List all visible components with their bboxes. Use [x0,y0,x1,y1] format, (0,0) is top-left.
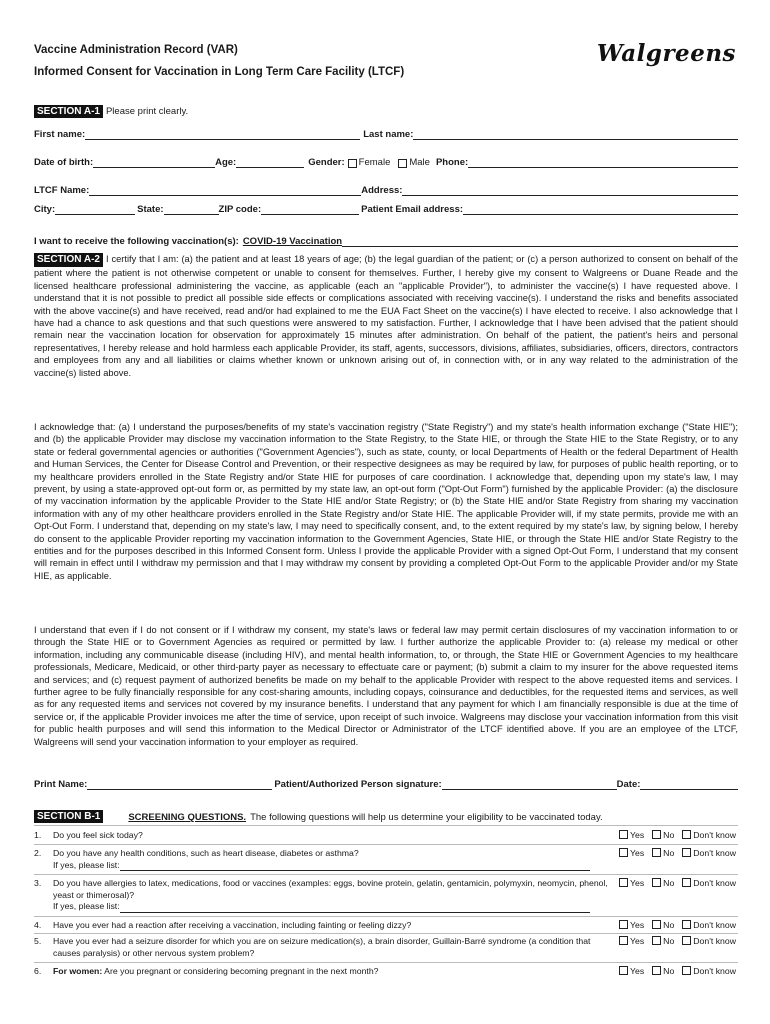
no-checkbox[interactable] [652,966,661,975]
question-body [53,878,613,913]
dob-field[interactable] [93,157,215,168]
divider [34,933,738,934]
dont-know-label: Don't know [693,878,736,888]
no-label: No [663,936,675,946]
section-a1-instruction: Please print clearly. [105,106,189,117]
form-subtitle: Informed Consent for Vaccination in Long Term Care Facility (LTCF) [34,66,405,78]
section-a2-paragraph-1 [34,253,738,379]
yes-checkbox[interactable] [619,848,628,857]
yes-label: Yes [630,848,645,858]
question-4 [34,920,738,934]
city-field[interactable] [55,204,135,215]
print-name-field[interactable] [87,779,272,790]
date-label: Date: [616,779,641,790]
no-checkbox[interactable] [652,920,661,929]
yes-checkbox[interactable] [619,936,628,945]
question-number: 6. [34,966,42,976]
address-field[interactable] [402,185,738,196]
city-row [34,204,738,215]
vaccination-label: I want to receive the following vaccination(s): [34,236,239,247]
dont-know-label: Don't know [693,966,736,976]
last-name-label: Last name: [363,129,414,140]
ltcf-row [34,185,738,196]
ltcf-name-label: LTCF Name: [34,185,90,196]
male-checkbox[interactable] [398,159,407,168]
no-label: No [663,848,675,858]
question-number: 1. [34,830,42,840]
yes-checkbox[interactable] [619,920,628,929]
dont-know-checkbox[interactable] [682,966,691,975]
dont-know-checkbox[interactable] [682,920,691,929]
dont-know-checkbox[interactable] [682,936,691,945]
first-name-field[interactable] [85,129,360,140]
dob-label: Date of birth: [34,157,94,168]
question-number: 4. [34,920,42,930]
answer-options [616,848,736,860]
ltcf-name-field[interactable] [89,185,361,196]
vaccination-row [34,236,738,247]
if-yes-label: If yes, please list: [53,901,120,911]
zip-label: ZIP code: [218,204,262,215]
dont-know-checkbox[interactable] [682,848,691,857]
question-3 [34,878,738,916]
yes-label: Yes [630,878,645,888]
question-text: Are you pregnant or considering becoming pregnant in the next month? [104,966,379,976]
question-number: 5. [34,936,42,946]
question-text: Have you ever had a seizure disorder for which you are on seizure medication(s), a brain disorder, Guillain-Barré syndrome (a condition that causes paralysis) or other nervous system problem? [53,936,591,958]
dont-know-label: Don't know [693,830,736,840]
screening-title: SCREENING QUESTIONS. [128,812,247,823]
vaccination-field[interactable] [342,236,738,247]
dont-know-label: Don't know [693,920,736,930]
question-body [53,966,613,978]
divider [34,916,738,917]
signature-label: Patient/Authorized Person signature: [274,779,442,790]
first-name-label: First name: [34,129,86,140]
zip-field[interactable] [261,204,359,215]
question-text: Have you ever had a reaction after receiving a vaccination, including fainting or feeling dizzy? [53,920,412,930]
divider [34,874,738,875]
divider [34,844,738,845]
name-row [34,129,738,140]
question-label: For women: [53,966,103,976]
if-yes-field[interactable] [120,903,590,913]
dob-row [34,157,738,168]
question-number: 3. [34,878,42,888]
no-checkbox[interactable] [652,878,661,887]
signature-field[interactable] [442,779,617,790]
form-title: Vaccine Administration Record (VAR) [34,44,238,56]
yes-label: Yes [630,966,645,976]
signature-row [34,779,738,790]
question-text: Do you have any health conditions, such as heart disease, diabetes or asthma? [53,848,359,858]
address-label: Address: [361,185,403,196]
dont-know-label: Don't know [693,936,736,946]
yes-label: Yes [630,830,645,840]
yes-label: Yes [630,920,645,930]
answer-options [616,936,736,948]
question-2 [34,848,738,874]
yes-checkbox[interactable] [619,878,628,887]
male-label: Male [409,157,430,168]
walgreens-logo: Walgreens [596,40,736,67]
question-text: Do you have allergies to latex, medications, food or vaccines (examples: eggs, bovine protein, gelatin, gentamicin, polymyxin, neomycin, phenol, yeast or thimerosal)? [53,878,608,900]
question-body [53,848,613,871]
email-label: Patient Email address: [361,204,464,215]
yes-checkbox[interactable] [619,966,628,975]
no-checkbox[interactable] [652,830,661,839]
email-field[interactable] [463,204,738,215]
print-name-label: Print Name: [34,779,88,790]
answer-options [616,830,736,842]
phone-label: Phone: [435,157,469,168]
section-a2-paragraph-2: I acknowledge that: (a) I understand the purposes/benefits of my state's vaccination registry ("State Registry") and my state's health information exchange ("State HIE"); and (b) the applicable Provider may disclose my vaccination information to the State Registry, to the State HIE, or through the State HIE to the State Registry, or to any state or federal governmental agencies or authorities ("Government Agencies"), such as state, county, or local Departments of Health or the federal Department of Health and Human Services, the Center for Disease Control and Prevention, or their respective designees as may be required by law, for purposes of public health reporting, or to my healthcare providers enrolled in the State Registry and/or State HIE for purposes of care coordination. I acknowledge that, depending upon my state's law, I may prevent, by using a state-approved opt-out form or, as permitted by my state law, an opt-out form ("Opt-Out Form") furnished by the applicable Provider: (a) the disclosure of my vaccination information by the applicable Provider to the State HIE and/or State Registry; or (b) the State HIE and/or State Registry from sharing my vaccination information with any of my other healthcare providers enrolled in the State Registry and/or State HIE. The applicable Provider will, if my state permits, provide me with an Opt-Out Form. I understand that, depending on my state's law, I may need to specifically consent, and, to the extent required by my state's law, by signing below, I hereby do consent to the applicable Provider reporting my vaccination information to the Government Agencies, State HIE, or through the State HIE and/or State Registry to the entities and for the purposes described in this Informed Consent form. Unless I provide the applicable Provider with a signed Opt-Out Form, I understand that my consent will remain in effect until I withdraw my permission and that I may withdraw my consent by providing a completed Opt-Out Form to the applicable Provider and/or my State HIE, as applicable. [34,422,738,581]
section-a2-paragraph-3: I understand that even if I do not consent or if I withdraw my consent, my state's laws or federal law may permit certain disclosures of my vaccination information to or through the State HIE or to Government Agencies as required or permitted by law. I further authorize the applicable Provider to: (a) release my medical or other information, including any communicable disease (including HIV), and mental health information, to, or through, the State HIE or Government Agencies to my healthcare professionals, Medicare, Medicaid, or other third-party payer as necessary to effectuate care or payment; (b) submit a claim to my insurer for the above requested items and services; and (c) request payment of authorized benefits be made on my behalf to the applicable Provider with respect to the above requested items and services. I further agree to be fully financially responsible for any cost-sharing amounts, including copays, coinsurance and deductibles, for the requested items and services, as well as for any requested items and services not covered by my insurance benefits. I understand that any payment for which I am financially responsible is due at the time of service or, if the applicable Provider invoices me after the time of service, upon receipt of such invoice. Walgreens may disclose your vaccination information from this visit for public health purposes and will send this information to the Medical Director or Administrator of the LTCF identified above. If you are an employee of the LTCF, Walgreens will send your vaccination information to your employer as required. [34,625,738,747]
dont-know-label: Don't know [693,848,736,858]
phone-field[interactable] [468,157,738,168]
if-yes-field[interactable] [120,861,590,871]
no-label: No [663,830,675,840]
yes-checkbox[interactable] [619,830,628,839]
female-checkbox[interactable] [348,159,357,168]
age-label: Age: [215,157,237,168]
divider [34,962,738,963]
question-number: 2. [34,848,42,858]
answer-options [616,878,736,890]
no-label: No [663,878,675,888]
divider [34,825,738,826]
consent-text: I certify that I am: (a) the patient and at least 18 years of age; (b) the legal guardian of the patient; or (c) a person authorized to consent on behalf of the patient where the patient is not otherwise competent or unable to consent for themselves. Further, I hereby give my consent to Walgreens or Duane Reade and the licensed healthcare professional administering the vaccine, as applicable (each an "applicable Provider"), to administer the vaccine(s) I have requested above. I understand that it is not possible to predict all possible side effects or complications associated with receiving vaccine(s). I understand the risks and benefits associated with the above vaccine(s) and have received, read and/or had explained to me the EUA Fact Sheet on the vaccine(s) I have elected to receive. I also acknowledge that I have had a chance to ask questions and that such questions were answered to my satisfaction. Further, I acknowledge that I have been advised that the patient should remain near the vaccination location for observation for approximately 15 minutes after administration. On behalf of the patient, the patient's heirs and personal representatives, I hereby release and hold harmless each applicable Provider, its staff, agents, successors, divisions, affiliates, subsidiaries, officers, directors, contractors and employees from any and all liabilities or claims whether known or unknown arising out of, in connection with, or in any way related to the administration of the vaccine(s) listed above. [34,254,738,378]
state-label: State: [137,204,164,215]
no-checkbox[interactable] [652,848,661,857]
female-label: Female [358,157,391,168]
dont-know-checkbox[interactable] [682,878,691,887]
answer-options [616,920,736,932]
no-label: No [663,920,675,930]
last-name-field[interactable] [413,129,738,140]
question-5 [34,936,738,962]
yes-label: Yes [630,936,645,946]
no-label: No [663,966,675,976]
if-yes-label: If yes, please list: [53,859,120,870]
section-a2-badge: SECTION A-2 [34,253,103,267]
question-text: Do you feel sick today? [53,830,143,840]
vaccination-value: COVID-19 Vaccination [242,236,343,247]
date-field[interactable] [640,779,738,790]
gender-label: Gender: [308,157,345,168]
section-b1-badge: SECTION B-1 [34,810,103,823]
city-label: City: [34,204,56,215]
state-field[interactable] [164,204,219,215]
age-field[interactable] [236,157,304,168]
no-checkbox[interactable] [652,936,661,945]
section-a1-badge: SECTION A-1 [34,105,103,118]
question-6 [34,966,738,980]
section-a1-header [34,105,188,118]
section-b1-header [34,810,738,823]
screening-description: The following questions will help us determine your eligibility to be vaccinated today. [250,812,603,823]
dont-know-checkbox[interactable] [682,830,691,839]
question-1 [34,830,738,844]
answer-options [616,966,736,978]
